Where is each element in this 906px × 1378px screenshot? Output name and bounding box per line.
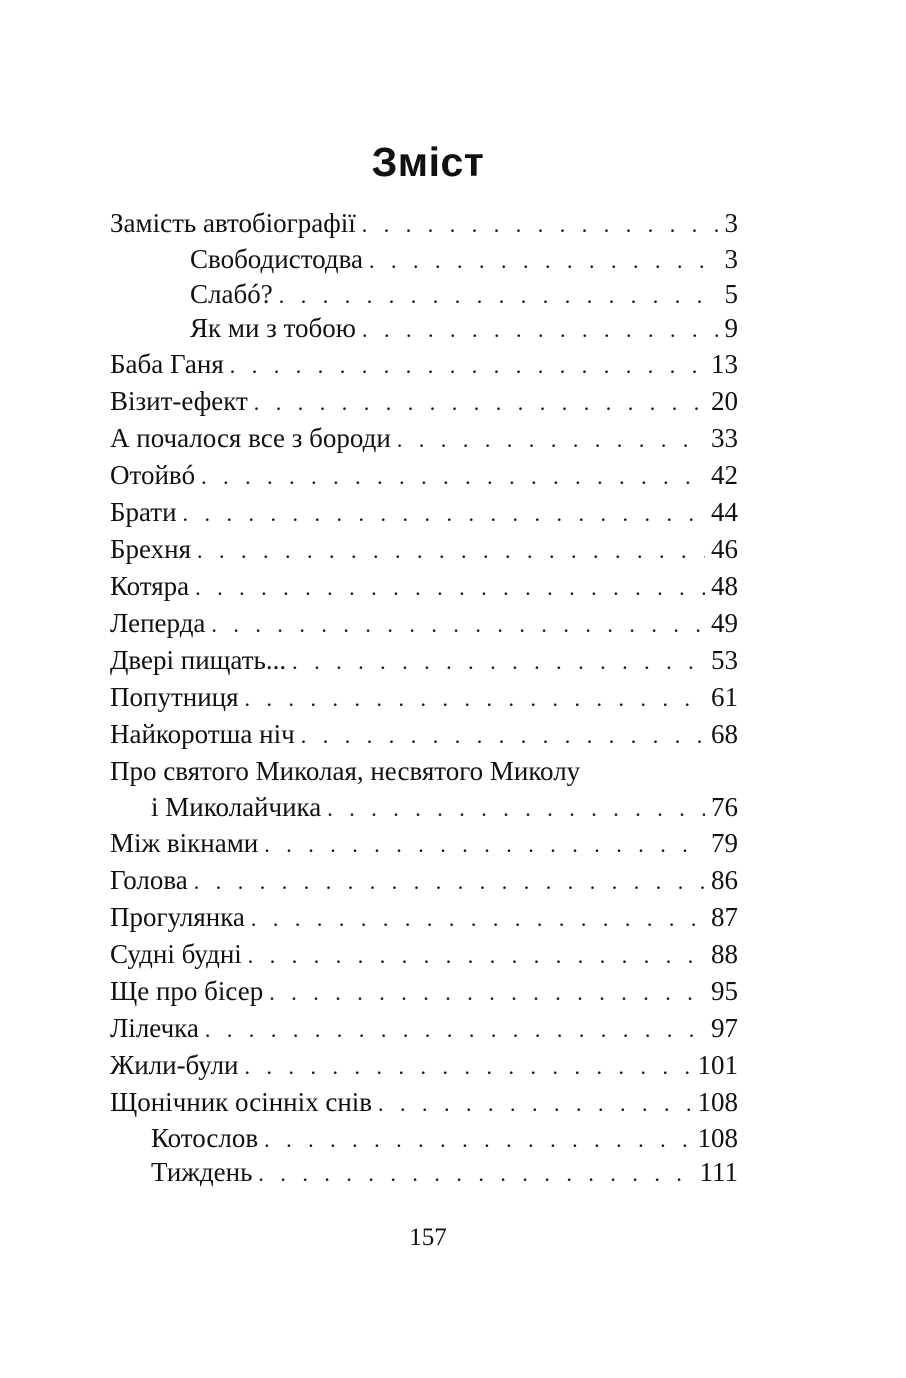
- entry-page: 13: [711, 348, 738, 379]
- toc-entry: [110, 383, 738, 420]
- entry-title: Слабó?: [190, 278, 273, 309]
- dot-leader: [378, 1085, 691, 1122]
- entry-page: 53: [711, 644, 738, 675]
- toc-subentry: [110, 1155, 738, 1190]
- entry-title: Як ми з тобою: [190, 313, 356, 343]
- entry-page: 86: [711, 864, 738, 895]
- entry-title: і Миколайчика: [151, 791, 322, 822]
- entry-page: 20: [711, 385, 738, 416]
- entry-page: 48: [711, 570, 738, 601]
- toc-entry: [110, 531, 738, 568]
- dot-leader: [369, 244, 719, 279]
- entry-page: 76: [711, 791, 738, 822]
- dot-leader: [254, 384, 705, 421]
- entry-page: 5: [724, 278, 738, 309]
- toc-entry-first-line: [110, 753, 738, 789]
- entry-title: А почалося все з бороди: [110, 422, 391, 453]
- entry-title: Котяра: [110, 570, 190, 601]
- toc-entry: [110, 568, 738, 605]
- dot-leader: [245, 1048, 692, 1085]
- toc-entry: [110, 1084, 738, 1121]
- dot-leader: [279, 279, 719, 314]
- dot-leader: [211, 606, 705, 643]
- dot-leader: [397, 421, 705, 458]
- toc-entry: [110, 642, 738, 679]
- dot-leader: [301, 717, 705, 754]
- entry-title: Попутниця: [110, 681, 239, 712]
- entry-page: 44: [711, 496, 738, 527]
- entry-page: 79: [711, 827, 738, 858]
- entry-page: 3: [724, 208, 738, 238]
- toc-entry: [110, 457, 738, 494]
- dot-leader: [264, 1123, 691, 1158]
- entry-page: 33: [711, 422, 738, 453]
- entry-page: 95: [711, 975, 738, 1006]
- dot-leader: [248, 937, 705, 974]
- dot-leader: [245, 680, 705, 717]
- page-number: 157: [409, 1224, 447, 1251]
- entry-title: Про святого Миколая, несвятого Миколу: [110, 755, 581, 786]
- entry-title: Щонічник осінніх снів: [110, 1086, 373, 1117]
- entry-title: Тиждень: [151, 1157, 253, 1187]
- entry-title: Прогулянка: [110, 901, 245, 932]
- dot-leader: [258, 1157, 693, 1192]
- entry-page: 87: [711, 901, 738, 932]
- dot-leader: [197, 532, 705, 569]
- toc-entry-continuation: [110, 789, 738, 825]
- entry-page: 101: [697, 1049, 738, 1080]
- entry-title: Лілечка: [110, 1012, 199, 1043]
- toc-entry: [110, 899, 738, 936]
- entry-page: 68: [711, 718, 738, 749]
- toc-entry: [110, 205, 738, 242]
- entry-title: Між вікнами: [110, 827, 259, 858]
- entry-page: 49: [711, 607, 738, 638]
- entry-title: Баба Ганя: [110, 348, 224, 379]
- dot-leader: [264, 826, 705, 863]
- entry-title: Голова: [110, 864, 188, 895]
- toc-entry: [110, 679, 738, 716]
- entry-title: Двері пищать...: [110, 644, 287, 675]
- dot-leader: [327, 791, 705, 827]
- entry-page: 88: [711, 938, 738, 969]
- dot-leader: [230, 347, 705, 384]
- entry-title: Отойвó: [110, 459, 196, 490]
- entry-page: 97: [711, 1012, 738, 1043]
- entry-page: 9: [724, 313, 738, 343]
- toc-entry: [110, 825, 738, 862]
- entry-page: 108: [697, 1122, 738, 1153]
- entry-page: 111: [699, 1157, 738, 1187]
- dot-leader: [195, 569, 705, 606]
- entry-title: Котослов: [151, 1122, 259, 1153]
- entry-title: Леперда: [110, 607, 206, 638]
- toc-entry: [110, 862, 738, 899]
- dot-leader: [194, 863, 705, 900]
- entry-title: Судні будні: [110, 938, 242, 969]
- entry-title: Найкоротша ніч: [110, 718, 295, 749]
- entry-page: 108: [697, 1086, 738, 1117]
- toc-entry: [110, 605, 738, 642]
- entry-page: 61: [711, 681, 738, 712]
- toc-entry: [110, 1010, 738, 1047]
- toc-subentry: [110, 242, 738, 277]
- entry-title: Свободистодва: [190, 244, 363, 274]
- entry-page: 42: [711, 459, 738, 490]
- dot-leader: [201, 458, 705, 495]
- page-title: Зміст: [371, 139, 485, 185]
- dot-leader: [251, 900, 705, 937]
- dot-leader: [205, 1011, 705, 1048]
- dot-leader: [292, 643, 705, 680]
- dot-leader: [183, 495, 705, 532]
- toc-entry: [110, 494, 738, 531]
- entry-title: Візит-ефект: [110, 385, 248, 416]
- toc-subentry: [110, 1121, 738, 1156]
- entry-title: Замість автобіографії: [110, 208, 356, 238]
- toc-entry: [110, 420, 738, 457]
- dot-leader: [362, 206, 719, 243]
- toc-subentry: [110, 277, 738, 312]
- entry-page: 3: [724, 244, 738, 274]
- dot-leader: [269, 974, 705, 1011]
- dot-leader: [362, 313, 719, 348]
- toc-entry: [110, 346, 738, 383]
- toc-entry: [110, 1047, 738, 1084]
- entry-title: Ще про бісер: [110, 975, 264, 1006]
- entry-title: Жили-були: [110, 1049, 239, 1080]
- entry-title: Брати: [110, 496, 177, 527]
- entry-title: Брехня: [110, 533, 191, 564]
- toc-entry: [110, 936, 738, 973]
- table-of-contents: [110, 205, 738, 1190]
- toc-entry: [110, 973, 738, 1010]
- toc-subentry: [110, 311, 738, 346]
- entry-page: 46: [711, 533, 738, 564]
- toc-entry: [110, 716, 738, 753]
